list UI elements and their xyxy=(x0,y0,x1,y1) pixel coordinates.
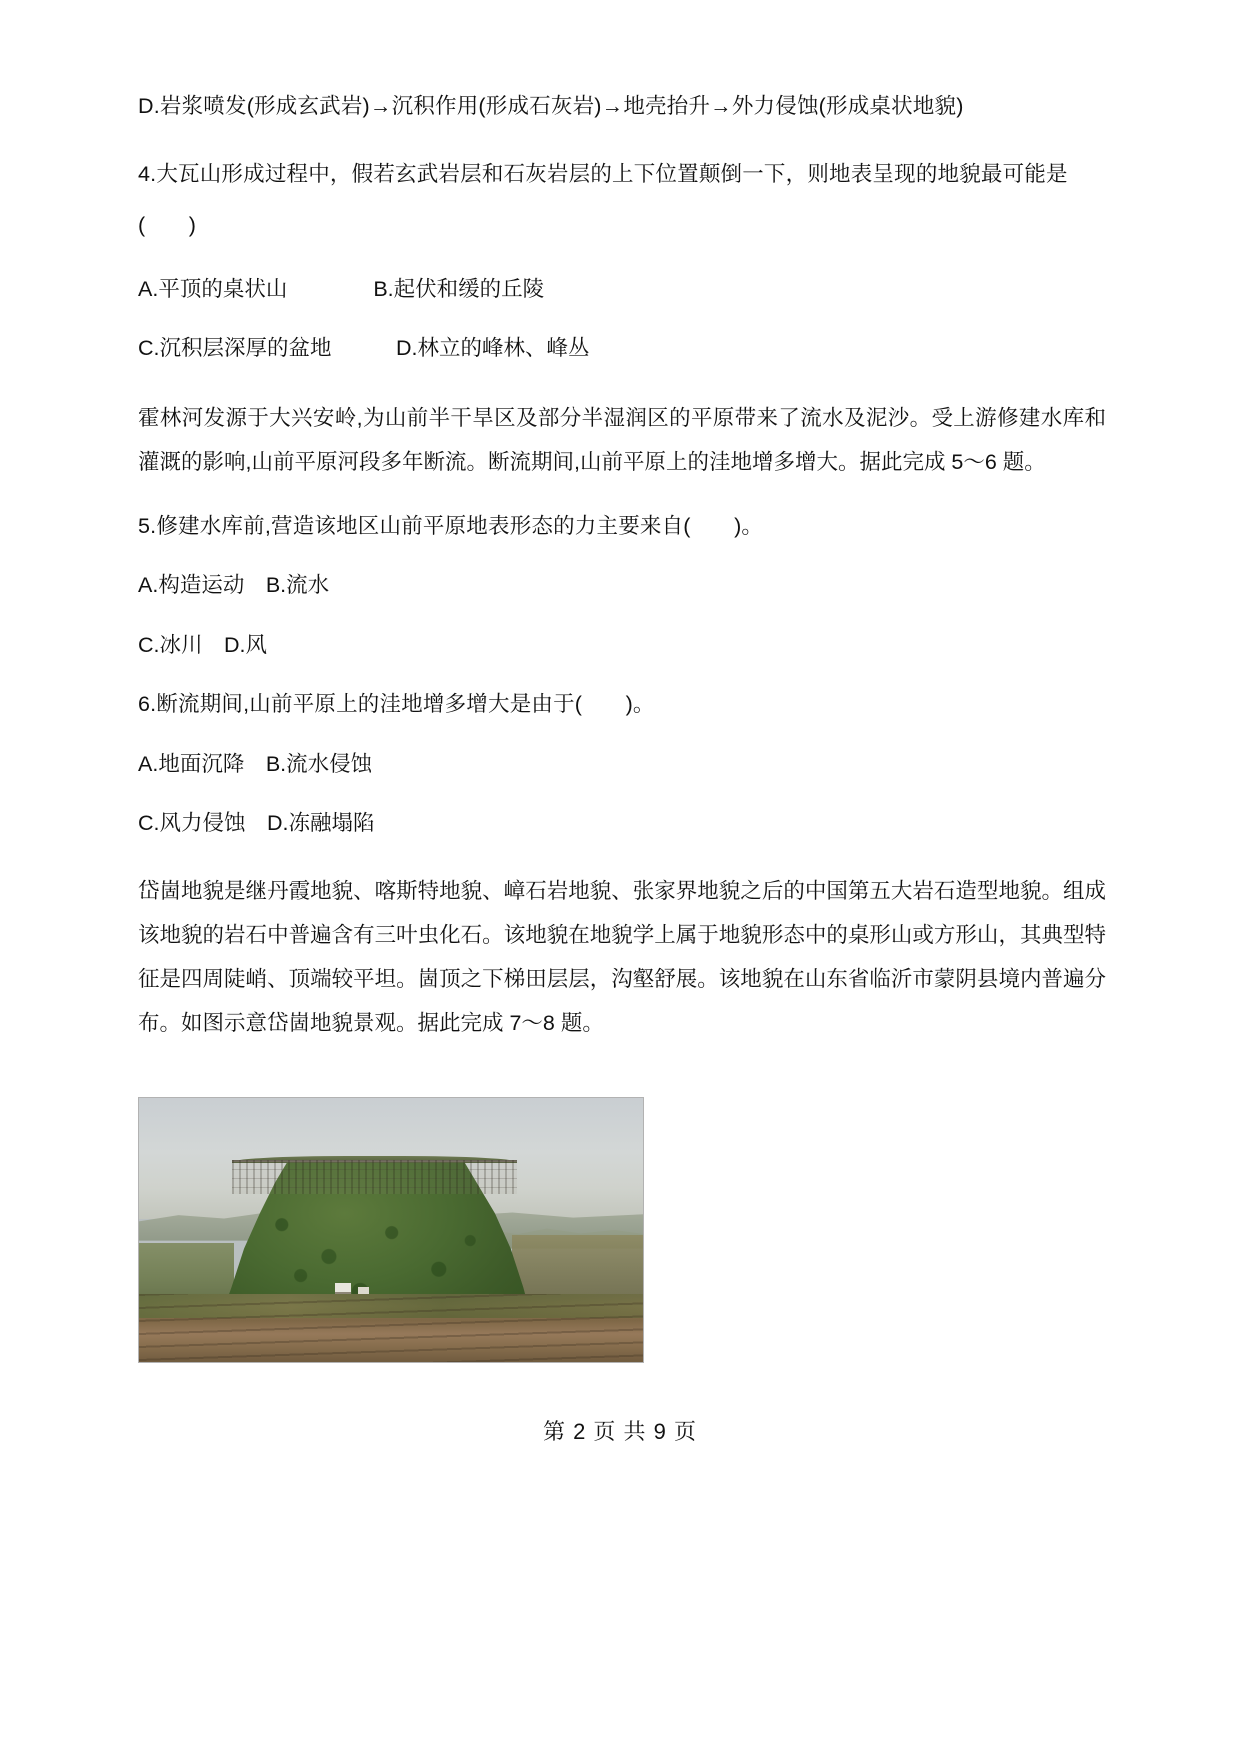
question4-stem-line2: ( ) xyxy=(138,213,197,237)
hillside-building xyxy=(335,1283,351,1294)
passage-daigu-landform: 岱崮地貌是继丹霞地貌、喀斯特地貌、嶂石岩地貌、张家界地貌之后的中国第五大岩石造型地貌。组成该地貌的岩石中普遍含有三叶虫化石。该地貌在地貌学上属于地貌形态中的桌形山或方形山，其典型特征是四周陡峭、顶端较平坦。崮顶之下梯田层层，沟壑舒展。该地貌在山东省临沂市蒙阴县境内普遍分布。如图示意岱崮地貌景观。据此完成 7～8 题。 xyxy=(138,878,1106,1035)
passage-huolin-river: 霍林河发源于大兴安岭,为山前半干旱区及部分半湿润区的平原带来了流水及泥沙。受上游修建水库和灌溉的影响,山前平原河段多年断流。断流期间,山前平原上的洼地增多增大。据此完成 5～6 题。 xyxy=(138,405,1106,474)
page-footer: 第 2 页 共 9 页 xyxy=(542,1419,698,1444)
landscape-photo xyxy=(138,1097,644,1363)
page-content xyxy=(138,96,1106,1045)
question4-options-ab[interactable]: A.平顶的桌状山 B.起伏和缓的丘陵 xyxy=(138,276,545,301)
question6-options-ab[interactable]: A.地面沉降 B.流水侵蚀 xyxy=(138,751,373,776)
question4-stem-line1: 4.大瓦山形成过程中，假若玄武岩层和石灰岩层的上下位置颠倒一下，则地表呈现的地貌最可能是 xyxy=(138,161,1068,186)
daigu-landform-figure xyxy=(138,1097,644,1363)
question6-options-cd[interactable]: C.风力侵蚀 D.冻融塌陷 xyxy=(138,811,375,835)
question5-options-ab[interactable]: A.构造运动 B.流水 xyxy=(138,573,330,597)
question6-stem: 6.断流期间,山前平原上的洼地增多增大是由于( )。 xyxy=(138,692,655,716)
question4-options-cd[interactable]: C.沉积层深厚的盆地 D.林立的峰林、峰丛 xyxy=(138,336,590,360)
question5-stem: 5.修建水库前,营造该地区山前平原地表形态的力主要来自( )。 xyxy=(138,513,764,538)
question4-option-d-previous: D.岩浆喷发(形成玄武岩)→沉积作用(形成石灰岩)→地壳抬升→外力侵蚀(形成桌状地貌) xyxy=(138,94,964,118)
question5-options-cd[interactable]: C.冰川 D.风 xyxy=(138,632,268,657)
terrace-ridge-lines xyxy=(138,1294,644,1363)
midground-field-right xyxy=(512,1235,644,1299)
cliff-rock-striations xyxy=(232,1160,518,1195)
